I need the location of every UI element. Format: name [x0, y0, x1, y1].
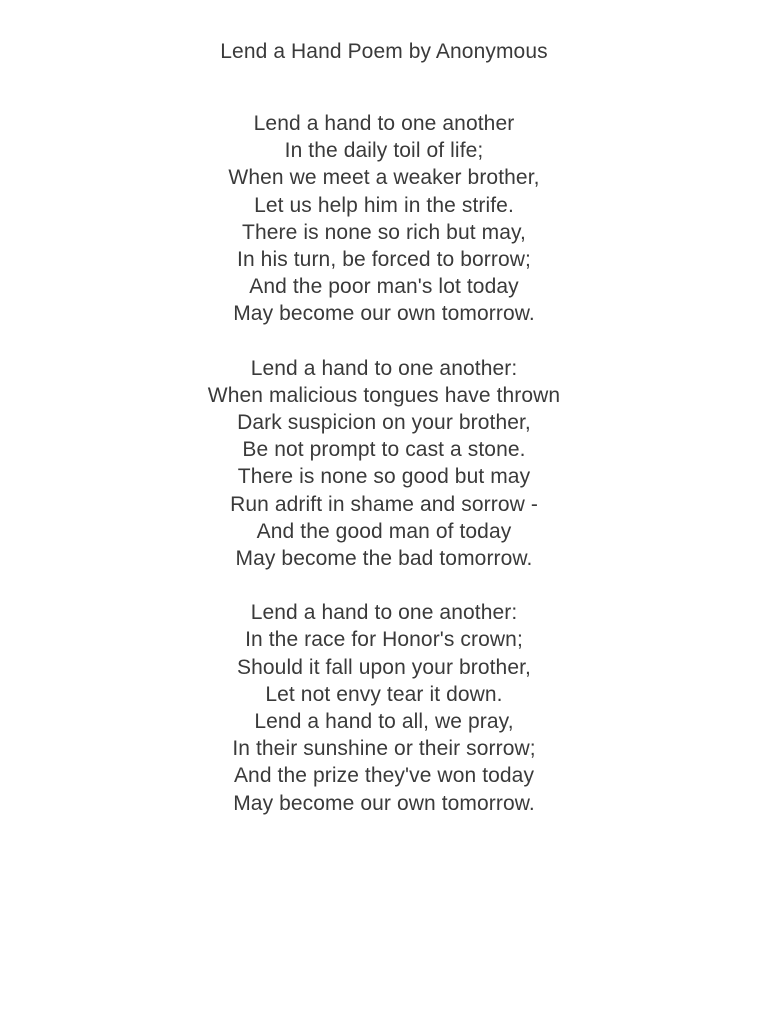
poem-line: In the daily toil of life; [284, 139, 484, 163]
poem-line: In his turn, be forced to borrow; [237, 248, 531, 272]
poem-line: Be not prompt to cast a stone. [242, 438, 526, 462]
poem-line: When malicious tongues have thrown [207, 383, 561, 407]
poem-line: And the prize they've won today [233, 764, 535, 788]
stanza-3 [0, 599, 768, 817]
poem-line: And the good man of today [256, 519, 512, 543]
poem-line: Lend a hand to one another: [250, 601, 518, 625]
poem-line: In their sunshine or their sorrow; [232, 737, 536, 761]
poem-line: Lend a hand to one another: [250, 356, 518, 380]
poem-line: When we meet a weaker brother, [228, 166, 540, 190]
poem-line: There is none so rich but may, [242, 220, 526, 244]
poem-line: Should it fall upon your brother, [237, 655, 531, 679]
poem-line: Dark suspicion on your brother, [237, 411, 531, 435]
poem-line: And the poor man's lot today [249, 275, 519, 299]
poem-line: May become the bad tomorrow. [235, 547, 533, 571]
poem-body [0, 110, 768, 844]
poem-line: Lend a hand to one another [253, 112, 515, 135]
poem-line: Let us help him in the strife. [254, 193, 514, 217]
poem-line: Let not envy tear it down. [265, 682, 503, 706]
poem-line: May become our own tomorrow. [233, 791, 535, 815]
poem-title: Lend a Hand Poem by Anonymous [220, 40, 548, 63]
stanza-2 [0, 355, 768, 573]
poem-line: In the race for Honor's crown; [245, 628, 523, 652]
poem-line: Run adrift in shame and sorrow - [230, 492, 538, 516]
poem-line: May become our own tomorrow. [233, 302, 535, 326]
poem-line: There is none so good but may [237, 465, 531, 489]
stanza-1 [0, 110, 768, 328]
poem-line: Lend a hand to all, we pray, [254, 710, 514, 734]
